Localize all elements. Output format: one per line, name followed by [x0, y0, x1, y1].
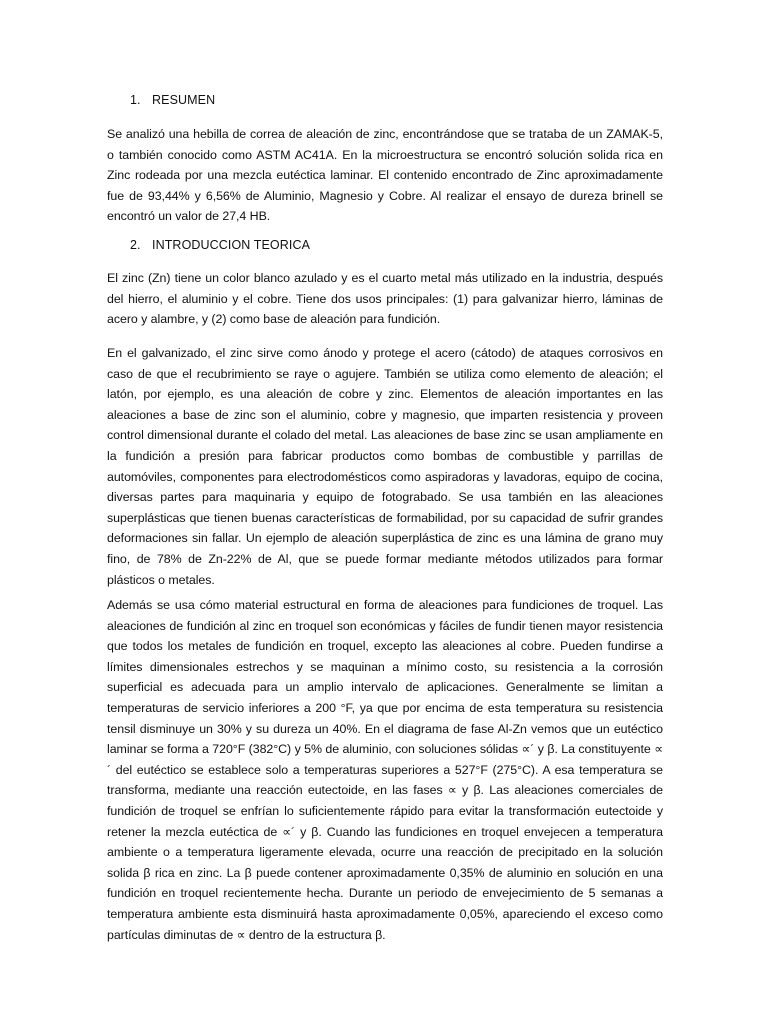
- paragraph-resumen: Se analizó una hebilla de correa de aleación de zinc, encontrándose que se trataba de un ZAMAK-5, o también conocido como ASTM AC41A. En la microestructura se encontró solución solida rica en Zinc rodeada por una mezcla eutéctica laminar. El contenido encontrado de Zinc aproximadamente fue de 93,44% y 6,56% de Aluminio, Magnesio y Cobre. Al realizar el ensayo de dureza brinell se encontró un valor de 27,4 HB.: [107, 127, 663, 224]
- section-heading-introduccion: [130, 237, 310, 253]
- paragraph-intro-2: En el galvanizado, el zinc sirve como ánodo y protege el acero (cátodo) de ataques corrosivos en caso de que el recubrimiento se raye o agujere. También se utiliza como elemento de aleación; el latón, por ejemplo, es una aleación de cobre y zinc. Elementos de aleación importantes en las aleaciones a base de zinc son el aluminio, cobre y magnesio, que imparten resistencia y proveen control dimensional durante el colado del metal. Las aleaciones de base zinc se usan ampliamente en la fundición a presión para fabricar productos como bombas de combustible y parrillas de automóviles, componentes para electrodomésticos como aspiradoras y lavadoras, equipo de cocina, diversas partes para maquinaria y equipo de fotograbado. Se usa también en las aleaciones superplásticas que tienen buenas características de formabilidad, por su capacidad de sufrir grandes deformaciones sin fallar. Un ejemplo de aleación superplástica de zinc es una lámina de grano muy fino, de 78% de Zn-22% de Al, que se puede formar mediante métodos utilizados para formar plásticos o metales.: [107, 346, 663, 587]
- section-title: RESUMEN: [152, 93, 216, 107]
- section-heading-resumen: [130, 92, 215, 108]
- section-title: INTRODUCCION TEORICA: [152, 238, 311, 252]
- paragraph-intro-3: Además se usa cómo material estructural en forma de aleaciones para fundiciones de troquel. Las aleaciones de fundición al zinc en troquel son económicas y fáciles de fundir tienen mayor resistencia que todos los metales de fundición en troquel, excepto las aleaciones al cobre. Pueden fundirse a límites dimensionales estrechos y se maquinan a mínimo costo, su resistencia a la corrosión superficial es adecuada para un amplio intervalo de aplicaciones. Generalmente se limitan a temperaturas de servicio inferiores a 200 °F, ya que por encima de esta temperatura su resistencia tensil disminuye un 30% y su dureza un 40%. En el diagrama de fase Al-Zn vemos que un eutéctico laminar se forma a 720°F (382°C) y 5% de aluminio, con soluciones sólidas ∝´ y β. La constituyente ∝´ del eutéctico se establece solo a temperaturas superiores a 527°F (275°C). A esa temperatura se transforma, mediante una reacción eutectoide, en las fases ∝ y β. Las aleaciones comerciales de fundición de troquel se enfrían lo suficientemente rápido para evitar la transformación eutectoide y retener la mezcla eutéctica de ∝´ y β. Cuando las fundiciones en troquel envejecen a temperatura ambiente o a temperatura ligeramente elevada, ocurre una reacción de precipitado en la solución solida β rica en zinc. La β puede contener aproximadamente 0,35% de aluminio en solución en una fundición en troquel recientemente hecha. Durante un periodo de envejecimiento de 5 semanas a temperatura ambiente esta disminuirá hasta aproximadamente 0,05%, apareciendo el exceso como partículas diminutas de ∝ dentro de la estructura β.: [107, 598, 663, 942]
- paragraph-intro-1: El zinc (Zn) tiene un color blanco azulado y es el cuarto metal más utilizado en la industria, después del hierro, el aluminio y el cobre. Tiene dos usos principales: (1) para galvanizar hierro, láminas de acero y alambre, y (2) como base de aleación para fundición.: [107, 271, 663, 327]
- section-number: 2.: [130, 238, 141, 252]
- section-number: 1.: [130, 93, 141, 107]
